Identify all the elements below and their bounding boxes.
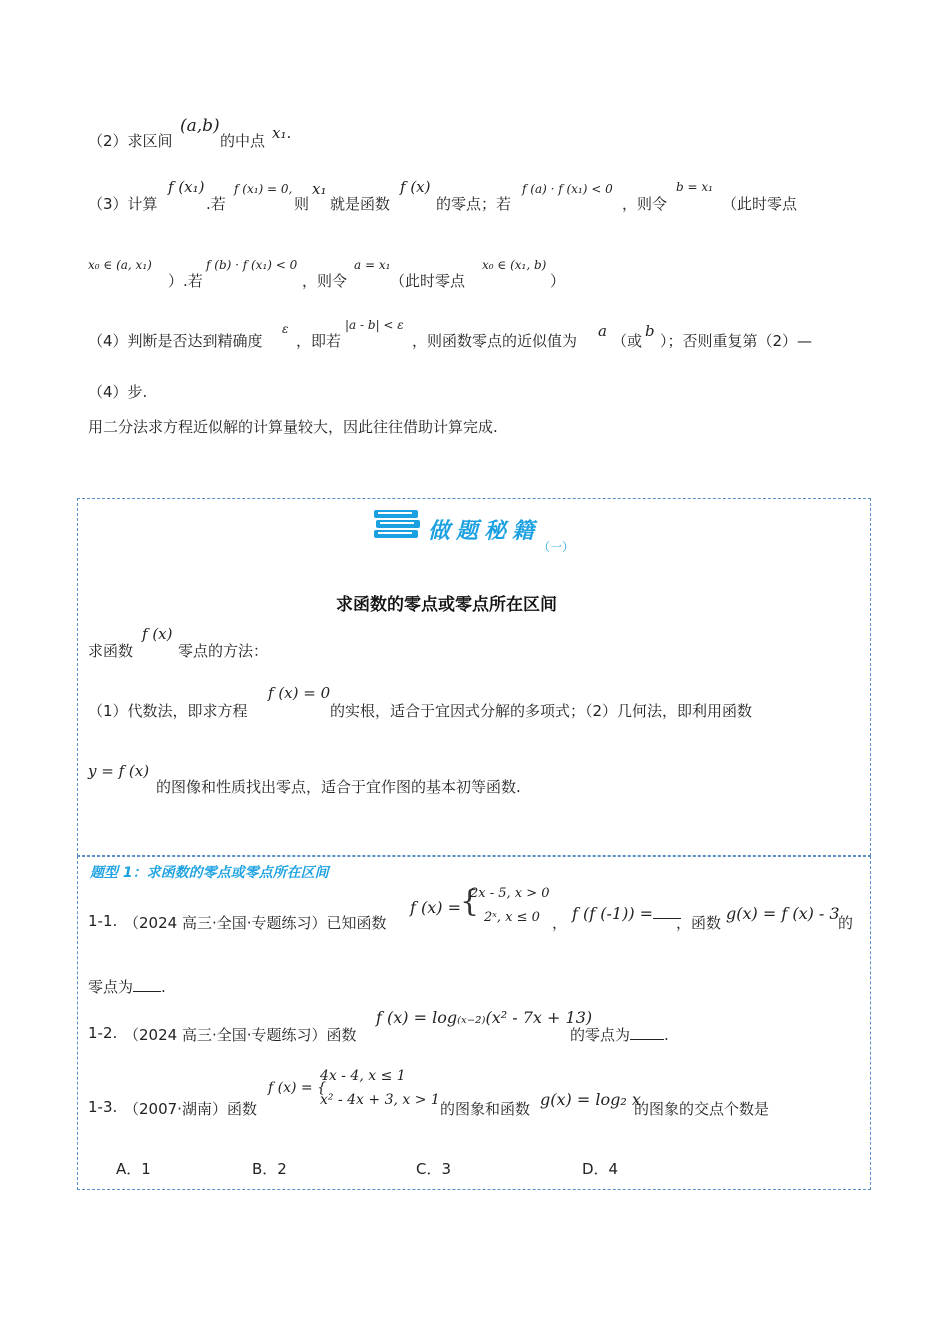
midpoint-text: 的中点	[220, 132, 266, 150]
method-fx: f (x)	[142, 625, 173, 643]
abs-cond: |a - b| < ε	[345, 318, 404, 332]
p2-id: 1-2.	[88, 1024, 118, 1042]
banner-subtitle: （一）	[538, 540, 575, 554]
tips-box	[77, 498, 871, 856]
method-text-b: 零点的方法：	[178, 642, 269, 660]
p1-line2	[88, 976, 166, 997]
is-zero-text: 就是函数	[330, 195, 391, 213]
f-x: f (x)	[400, 178, 431, 196]
p2-post	[570, 1024, 669, 1045]
zero-text: 的零点；若	[436, 195, 512, 213]
method-2-text: 的实根，适合于宜因式分解的多项式；（2）几何法，即利用函数	[330, 702, 753, 720]
p1-g-pre: ，函数	[676, 914, 722, 932]
p1-ff-expr: f (f (-1)) =	[572, 904, 654, 923]
p1-comma: ，	[552, 914, 568, 932]
p2-post-text: 的零点为	[570, 1026, 631, 1044]
then-text: 则	[294, 195, 310, 213]
a-symbol: a	[598, 322, 607, 340]
a-eq-x1: a = x₁	[354, 258, 391, 272]
p3-g: g(x) = log₂ x	[540, 1090, 641, 1109]
p1-line2-text: 零点为	[88, 978, 134, 996]
method-1-eq: f (x) = 0	[268, 684, 331, 702]
let-text-2: ，则令	[302, 272, 348, 290]
p3-f: f (x) = {	[268, 1080, 326, 1096]
repeat-text: ）；否则重复第（2）—	[660, 332, 813, 350]
f-x1: f (x₁)	[168, 178, 205, 196]
step-4-prefix: （4）判断是否达到精确度	[88, 332, 263, 350]
step-2	[88, 130, 173, 151]
cond-a-x1: f (a) · f (x₁) < 0	[522, 182, 613, 196]
x1-symbol-2: x₁	[312, 180, 327, 198]
p1-g: g(x) = f (x) - 3	[726, 904, 840, 923]
p3-case1: 4x - 4, x ≤ 1	[320, 1068, 406, 1084]
p1-source: （2024 高三·全国·专题练习）已知函数	[124, 914, 387, 932]
p3-post: 的图象的交点个数是	[634, 1100, 770, 1118]
p1-id: 1-1.	[88, 912, 118, 930]
p2-f: f (x) = log₍ₓ₋₂₎(x² - 7x + 13)	[376, 1008, 593, 1027]
p1-line2-end: .	[161, 978, 166, 996]
choice-c[interactable]: C．3	[416, 1160, 452, 1178]
let-text: ，则令	[622, 195, 668, 213]
approx-text: ，则函数零点的近似值为	[412, 332, 578, 350]
ie-text: ，即若	[296, 332, 342, 350]
choice-a[interactable]: A．1	[116, 1160, 151, 1178]
x1-symbol: x₁.	[272, 124, 292, 142]
books-icon	[372, 506, 422, 552]
type-label: 题型 1：求函数的零点或零点所在区间	[90, 865, 329, 881]
x0-in-x1-b: x₀ ∈ (x₁, b)	[482, 258, 547, 272]
b-symbol: b	[645, 322, 655, 340]
method-text-a: 求函数	[88, 642, 134, 660]
if-text-2: ）.若	[168, 272, 203, 290]
p1-blank-2[interactable]	[133, 979, 161, 992]
p1-case2: 2ˣ, x ≤ 0	[484, 910, 540, 925]
p2-end: .	[664, 1026, 669, 1044]
epsilon: ε	[282, 322, 289, 336]
p1-case1: 2x - 5, x > 0	[470, 886, 550, 901]
p3-id: 1-3.	[88, 1098, 118, 1116]
close-paren: ）	[550, 272, 566, 290]
method-2-eq: y = f (x)	[88, 762, 150, 780]
step-3-prefix: （3）计算	[88, 195, 158, 213]
choice-b[interactable]: B．2	[252, 1160, 287, 1178]
f-x1-zero: f (x₁) = 0,	[234, 182, 293, 196]
p2-blank[interactable]	[630, 1027, 664, 1040]
section-heading: 求函数的零点或零点所在区间	[336, 595, 557, 615]
if-text: .若	[206, 195, 226, 213]
step-2-text: （2）求区间	[88, 132, 173, 150]
b-eq-x1: b = x₁	[676, 180, 713, 194]
x0-in-a-x1: x₀ ∈ (a, x₁)	[88, 258, 152, 272]
cond-b-x1: f (b) · f (x₁) < 0	[206, 258, 298, 272]
now-zero-text: （此时零点	[722, 195, 798, 213]
method-1-text: （1）代数法，即求方程	[88, 702, 248, 720]
p1-ff	[572, 904, 681, 923]
p3-mid: 的图象和函数	[440, 1100, 531, 1118]
now-zero-text-2: （此时零点	[390, 272, 466, 290]
step-4-line2: （4）步.	[88, 383, 148, 401]
p1-g-post: 的	[838, 914, 854, 932]
choice-d[interactable]: D．4	[582, 1160, 619, 1178]
p1-brace: {	[460, 884, 480, 919]
p3-case2: x² - 4x + 3, x > 1	[320, 1092, 440, 1108]
p1-f: f (x) =	[410, 898, 462, 917]
p3-source: （2007·湖南）函数	[124, 1100, 257, 1118]
or-text: （或	[612, 332, 643, 350]
summary-text: 用二分法求方程近似解的计算量较大，因此往往借助计算完成.	[88, 418, 498, 436]
method-2-desc: 的图像和性质找出零点，适合于宜作图的基本初等函数.	[156, 778, 521, 796]
p2-source: （2024 高三·全国·专题练习）函数	[124, 1026, 357, 1044]
interval-ab: (a,b)	[180, 116, 220, 136]
banner-title: 做题秘籍	[428, 518, 541, 544]
